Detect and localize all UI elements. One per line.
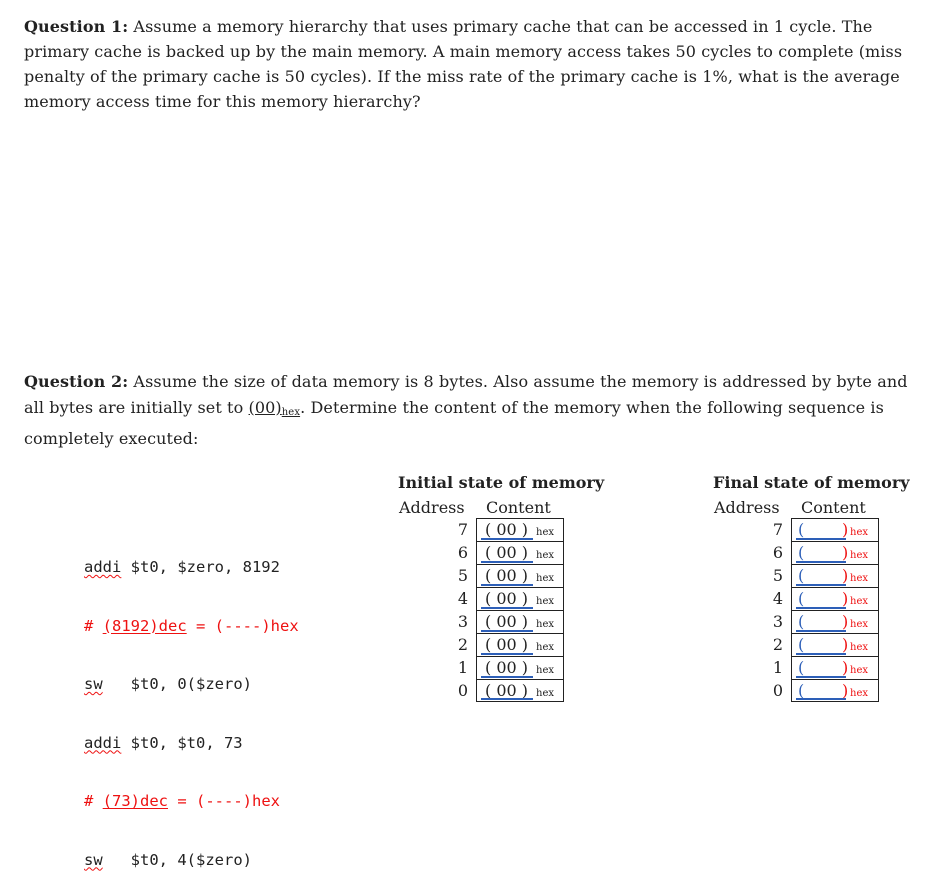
final-memory-headers [713, 494, 910, 518]
question-2-label: Question 2: [24, 372, 129, 391]
code-line-1-args: $t0, $zero, 8192 [121, 558, 280, 576]
code-line-5-value: (73)dec [102, 792, 168, 810]
code-line-2-comment [84, 617, 299, 637]
initial-address-header: Address [399, 498, 465, 517]
final-memory-address: 6 [772, 543, 783, 562]
final-cell-underline [796, 653, 846, 655]
final-cell-open-paren: ( [798, 681, 805, 700]
final-cell-close-paren: ) [842, 566, 849, 585]
code-line-6 [84, 851, 299, 871]
initial-memory-content: ( 00 ) [485, 658, 529, 677]
initial-cell-hex-subscript: hex [536, 550, 554, 561]
code-line-4-args: $t0, $t0, 73 [121, 733, 243, 752]
final-memory-row [713, 610, 910, 633]
code-line-5-prefix: # [84, 792, 103, 810]
final-cell-close-paren: ) [842, 681, 849, 700]
initial-memory-row [398, 633, 604, 656]
initial-cell-underline [481, 630, 533, 632]
code-line-3-args: $t0, 0($zero) [102, 675, 252, 693]
initial-memory-content: ( 00 ) [485, 589, 529, 608]
final-memory-row [713, 518, 910, 541]
initial-memory-cell [476, 518, 564, 541]
initial-content-header: Content [486, 498, 551, 517]
final-memory-row [713, 564, 910, 587]
final-cell-hex-subscript: hex [850, 642, 868, 653]
code-line-4-op: addi [84, 733, 122, 752]
assembly-code-block [84, 519, 299, 890]
final-cell-close-paren: ) [842, 658, 849, 677]
question-2-hex-subscript: hex [281, 407, 301, 418]
initial-memory-address: 2 [457, 635, 468, 654]
final-cell-close-paren: ) [842, 635, 849, 654]
initial-memory-cell [476, 587, 564, 610]
final-memory-cell[interactable] [791, 633, 879, 656]
question-2-text-before: Assume the size of data memory is 8 bytes. Also assume the memory is addressed by byte and all bytes are initially set to [24, 372, 908, 417]
final-memory-address: 0 [772, 681, 783, 700]
initial-memory-cell [476, 679, 564, 702]
code-line-5-comment [84, 792, 299, 812]
code-line-6-op: sw [84, 850, 103, 869]
final-cell-close-paren: ) [842, 612, 849, 631]
question-2-initial-value: (00) [248, 398, 282, 417]
question-2-paragraph [24, 369, 926, 452]
final-memory-address: 1 [772, 658, 783, 677]
initial-cell-hex-subscript: hex [536, 665, 554, 676]
initial-memory-row [398, 610, 604, 633]
initial-cell-hex-subscript: hex [536, 527, 554, 538]
code-line-3-op: sw [84, 675, 103, 693]
initial-cell-underline [481, 698, 533, 700]
code-line-3 [84, 675, 299, 695]
question-1-label: Question 1: [24, 17, 129, 36]
final-address-header: Address [714, 498, 780, 517]
final-memory-cell[interactable] [791, 610, 879, 633]
final-cell-close-paren: ) [842, 543, 849, 562]
initial-cell-hex-subscript: hex [536, 642, 554, 653]
initial-memory-content: ( 00 ) [485, 612, 529, 631]
initial-memory-row [398, 679, 604, 702]
final-memory-cell[interactable] [791, 587, 879, 610]
initial-cell-underline [481, 607, 533, 609]
initial-memory-row [398, 587, 604, 610]
final-memory-address: 5 [772, 566, 783, 585]
final-memory-title: Final state of memory [713, 473, 910, 492]
initial-memory-row [398, 518, 604, 541]
final-cell-underline [796, 676, 846, 678]
final-memory-row [713, 679, 910, 702]
final-cell-open-paren: ( [798, 635, 805, 654]
initial-memory-address: 1 [457, 658, 468, 677]
initial-cell-underline [481, 584, 533, 586]
initial-cell-hex-subscript: hex [536, 619, 554, 630]
final-cell-open-paren: ( [798, 612, 805, 631]
final-memory-row [713, 633, 910, 656]
question-2-text-after: . Determine the content of the memory when the following sequence is completely executed: [24, 398, 884, 448]
question-1-text: Assume a memory hierarchy that uses primary cache that can be accessed in 1 cycle. The primary cache is backed up by the main memory. A main memory access takes 50 cycles to complete (miss penalty of the primary cache is 50 cycles). If the miss rate of the primary cache is 1%, what is the average memory access time for this memory hierarchy? [24, 17, 903, 111]
code-line-2-prefix: # [84, 616, 103, 635]
final-content-header: Content [801, 498, 866, 517]
final-cell-open-paren: ( [798, 589, 805, 608]
initial-cell-underline [481, 676, 533, 678]
final-memory-cell[interactable] [791, 564, 879, 587]
initial-memory-title: Initial state of memory [398, 473, 605, 492]
final-cell-hex-subscript: hex [850, 573, 868, 584]
initial-memory-row [398, 656, 604, 679]
final-cell-hex-subscript: hex [850, 619, 868, 630]
final-cell-open-paren: ( [798, 543, 805, 562]
initial-memory-cell [476, 541, 564, 564]
initial-memory-cell [476, 633, 564, 656]
initial-cell-hex-subscript: hex [536, 596, 554, 607]
final-memory-table [713, 472, 910, 702]
initial-cell-hex-subscript: hex [536, 688, 554, 699]
initial-memory-address: 5 [457, 566, 468, 585]
final-memory-row [713, 587, 910, 610]
final-cell-hex-subscript: hex [850, 596, 868, 607]
initial-cell-underline [481, 561, 533, 563]
code-line-1-op: addi [84, 558, 122, 576]
final-memory-address: 3 [772, 612, 783, 631]
final-cell-hex-subscript: hex [850, 527, 868, 538]
initial-memory-content: ( 00 ) [485, 520, 529, 539]
initial-memory-address: 0 [457, 681, 468, 700]
initial-cell-underline [481, 538, 533, 540]
final-cell-close-paren: ) [842, 589, 849, 608]
code-line-4 [84, 734, 299, 754]
final-memory-cell[interactable] [791, 541, 879, 564]
initial-memory-content: ( 00 ) [485, 681, 529, 700]
final-cell-hex-subscript: hex [850, 688, 868, 699]
initial-memory-headers [398, 494, 604, 518]
final-cell-underline [796, 630, 846, 632]
initial-memory-content: ( 00 ) [485, 543, 529, 562]
initial-memory-address: 3 [457, 612, 468, 631]
final-cell-underline [796, 538, 846, 540]
final-memory-address: 7 [772, 520, 783, 539]
initial-memory-content: ( 00 ) [485, 635, 529, 654]
final-memory-cell[interactable] [791, 679, 879, 702]
code-line-6-args: $t0, 4($zero) [102, 850, 252, 869]
final-cell-hex-subscript: hex [850, 550, 868, 561]
initial-memory-address: 4 [457, 589, 468, 608]
final-cell-underline [796, 698, 846, 700]
initial-memory-table [398, 472, 604, 702]
final-cell-open-paren: ( [798, 658, 805, 677]
final-memory-cell[interactable] [791, 656, 879, 679]
final-memory-address: 4 [772, 589, 783, 608]
initial-memory-row [398, 564, 604, 587]
code-line-2-rest: = (----)hex [186, 616, 299, 635]
final-cell-hex-subscript: hex [850, 665, 868, 676]
code-line-2-value: (8192)dec [102, 616, 187, 635]
initial-memory-row [398, 541, 604, 564]
final-cell-open-paren: ( [798, 520, 805, 539]
final-memory-address: 2 [772, 635, 783, 654]
initial-cell-hex-subscript: hex [536, 573, 554, 584]
final-cell-underline [796, 561, 846, 563]
code-line-1 [84, 558, 299, 578]
initial-memory-address: 6 [457, 543, 468, 562]
initial-memory-cell [476, 656, 564, 679]
initial-memory-cell [476, 610, 564, 633]
final-memory-row [713, 541, 910, 564]
initial-memory-content: ( 00 ) [485, 566, 529, 585]
final-memory-rows [713, 518, 910, 702]
initial-cell-underline [481, 653, 533, 655]
initial-memory-cell [476, 564, 564, 587]
final-cell-underline [796, 607, 846, 609]
final-cell-close-paren: ) [842, 520, 849, 539]
question-1-paragraph [24, 14, 926, 114]
final-memory-cell[interactable] [791, 518, 879, 541]
final-cell-open-paren: ( [798, 566, 805, 585]
initial-memory-rows [398, 518, 604, 702]
code-line-5-rest: = (----)hex [168, 792, 280, 810]
final-memory-row [713, 656, 910, 679]
final-cell-underline [796, 584, 846, 586]
initial-memory-address: 7 [457, 520, 468, 539]
